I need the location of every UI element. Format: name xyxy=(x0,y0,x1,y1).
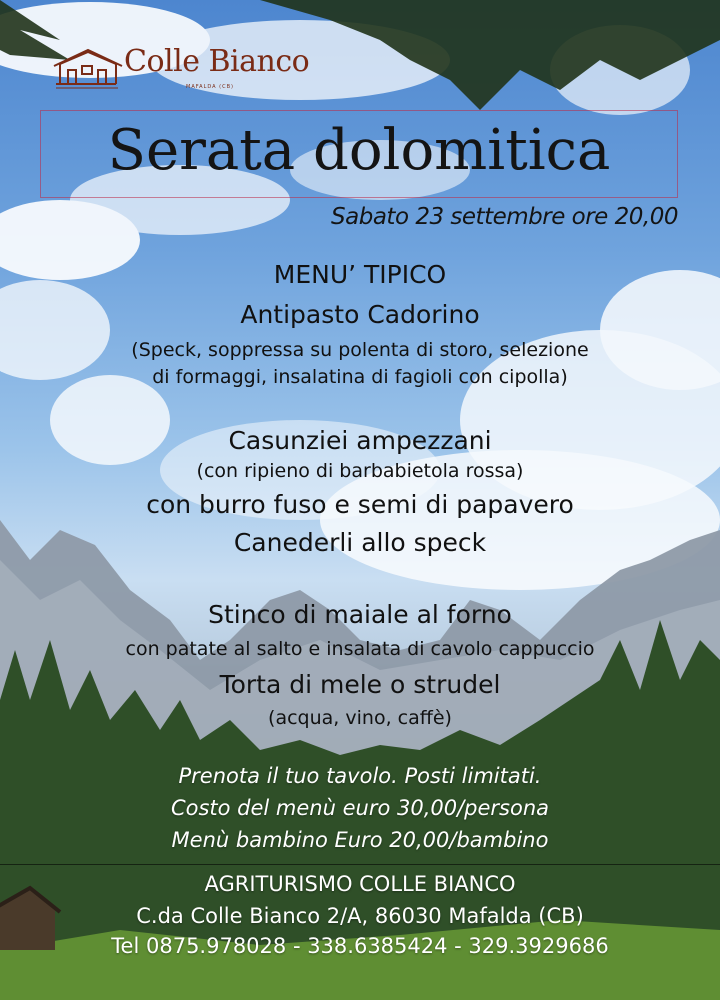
menu-bevande: (acqua, vino, caffè) xyxy=(268,707,452,729)
menu-primo-1-desc: (con ripieno di barbabietola rossa) xyxy=(196,460,524,482)
menu-primo-2: Canederli allo speck xyxy=(233,528,487,557)
menu-antipasto: Antipasto Cadorino xyxy=(240,300,480,329)
logo-tagline: MAFALDA (CB) xyxy=(186,84,234,90)
menu-primo-1-sauce: con burro fuso e semi di papavero xyxy=(146,490,574,519)
menu-primo-1: Casunziei ampezzani xyxy=(228,426,492,455)
menu-antipasto-desc-2: di formaggi, insalatina di fagioli con cipolla) xyxy=(152,366,568,388)
logo-name: Colle Bianco xyxy=(124,44,310,79)
contact-address: C.da Colle Bianco 2/A, 86030 Mafalda (CB) xyxy=(136,904,584,928)
menu-secondo-desc: con patate al salto e insalata di cavolo cappuccio xyxy=(125,638,595,660)
booking-line-3: Menù bambino Euro 20,00/bambino xyxy=(171,828,549,852)
contact-phones: Tel 0875.978028 - 338.6385424 - 329.3929686 xyxy=(111,934,609,958)
event-date: Sabato 23 settembre ore 20,00 xyxy=(331,204,678,230)
contact-name: AGRITURISMO COLLE BIANCO xyxy=(204,872,516,896)
divider xyxy=(0,864,720,865)
menu-dolce: Torta di mele o strudel xyxy=(219,670,501,699)
menu-heading: MENU’ TIPICO xyxy=(273,260,447,289)
menu-antipasto-desc-1: (Speck, soppressa su polenta di storo, selezione xyxy=(131,339,589,361)
booking-line-2: Costo del menù euro 30,00/persona xyxy=(170,796,550,820)
booking-line-1: Prenota il tuo tavolo. Posti limitati. xyxy=(178,764,542,788)
event-title: Serata dolomitica xyxy=(107,118,611,183)
menu-secondo: Stinco di maiale al forno xyxy=(208,600,512,629)
